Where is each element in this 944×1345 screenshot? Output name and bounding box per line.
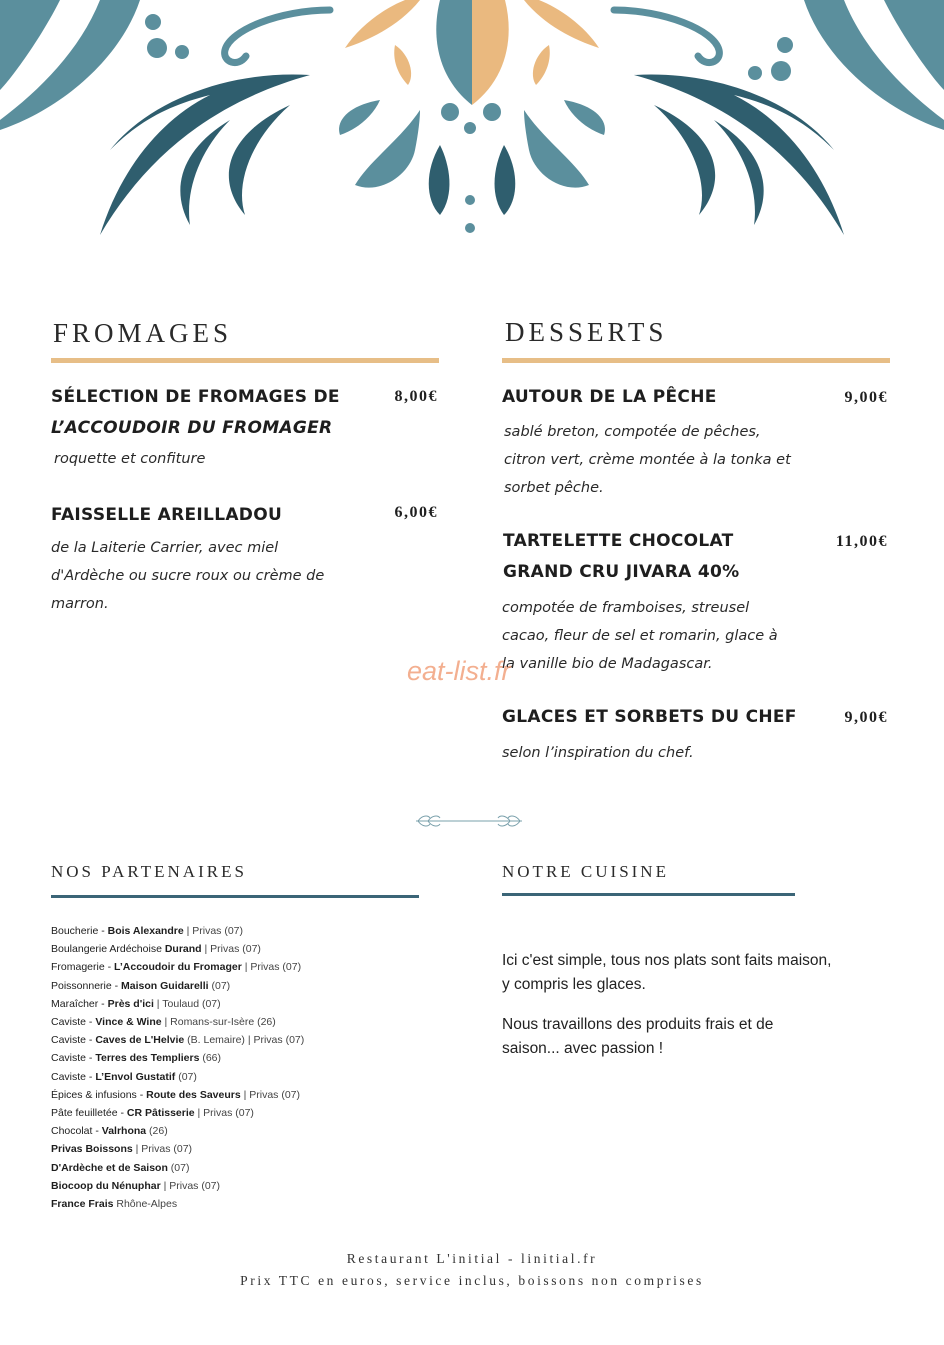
list-item: Caviste - Terres des Templiers (66)	[51, 1052, 222, 1065]
watermark: eat-list.fr	[407, 656, 511, 686]
partners-list	[51, 922, 431, 1213]
list-item: Biocoop du Nénuphar | Privas (07)	[51, 1179, 220, 1192]
desserts-title: DESSERTS	[505, 317, 668, 347]
dessert-item-2-name: TARTELETTE CHOCOLAT GRAND CRU JIVARA 40%	[503, 531, 740, 582]
list-item: Boucherie - Bois Alexandre | Privas (07)	[51, 925, 244, 937]
cuisine-title: NOTRE CUISINE	[502, 862, 669, 881]
cuisine-paragraph-1: Ici c'est simple, tous nos plats sont faits maison, y compris les glaces.	[502, 952, 832, 993]
dessert-item-2-price: 11,00€	[835, 533, 888, 550]
fromage-item-1-price: 8,00€	[394, 388, 438, 405]
fromages-rule	[51, 358, 439, 363]
desserts-rule	[502, 358, 890, 363]
list-item: France Frais Rhône-Alpes	[51, 1198, 178, 1211]
fromages-title: FROMAGES	[53, 318, 233, 348]
fromage-item-2-price: 6,00€	[394, 504, 438, 521]
list-item: Caviste - Caves de L'Helvie (B. Lemaire) | Privas (07)	[51, 1034, 305, 1047]
partenaires-rule	[51, 895, 419, 898]
footer-prices-note: Prix TTC en euros, service inclus, boissons non comprises	[240, 1273, 704, 1288]
dessert-item-1-desc: sablé breton, compotée de pêches, citron vert, crème montée à la tonka et sorbet pêche.	[504, 424, 791, 496]
list-item: Pâte feuilletée - CR Pâtisserie | Privas (07)	[51, 1107, 254, 1120]
list-item: Caviste - Vince & Wine | Romans-sur-Isère (26)	[51, 1016, 276, 1029]
fromage-item-2-name: FAISSELLE AREILLADOU	[51, 505, 283, 525]
footer-restaurant: Restaurant L'initial - linitial.fr	[346, 1251, 598, 1266]
dessert-item-3-desc: selon l’inspiration du chef.	[502, 745, 694, 761]
list-item: Poissonnerie - Maison Guidarelli (07)	[51, 979, 231, 992]
list-item: Privas Boissons | Privas (07)	[51, 1143, 193, 1156]
dessert-item-2-desc: compotée de framboises, streusel cacao, fleur de sel et romarin, glace à la vanille bio de Madagascar.	[502, 600, 778, 672]
dessert-item-1-name: AUTOUR DE LA PÊCHE	[502, 387, 717, 407]
dessert-item-3-name: GLACES ET SORBETS DU CHEF	[502, 707, 797, 727]
leaf-divider-icon	[408, 810, 530, 832]
list-item: Épices & infusions - Route des Saveurs | Privas (07)	[51, 1088, 301, 1101]
dessert-item-1-price: 9,00€	[844, 389, 888, 406]
floral-ornament-header	[0, 0, 944, 245]
dessert-item-3-price: 9,00€	[844, 709, 888, 726]
list-item: Fromagerie - L’Accoudoir du Fromager | Privas (07)	[51, 961, 302, 974]
list-item: D'Ardèche et de Saison (07)	[51, 1161, 190, 1174]
fromage-item-2-desc: de la Laiterie Carrier, avec miel d'Ardèche ou sucre roux ou crème de marron.	[51, 540, 325, 612]
partenaires-title: NOS PARTENAIRES	[51, 862, 247, 881]
list-item: Caviste - L’Envol Gustatif (07)	[51, 1070, 197, 1083]
cuisine-rule	[502, 893, 795, 896]
cuisine-paragraph-2: Nous travaillons des produits frais et de saison... avec passion !	[502, 1016, 774, 1057]
fromage-item-1-desc: roquette et confiture	[54, 451, 206, 467]
list-item: Boulangerie Ardéchoise Durand | Privas (07)	[51, 943, 261, 956]
list-item: Maraîcher - Près d'ici | Toulaud (07)	[51, 997, 221, 1010]
fromage-item-1-name: SÉLECTION DE FROMAGES DE L’ACCOUDOIR DU FROMAGER	[51, 387, 340, 438]
list-item: Chocolat - Valrhona (26)	[51, 1125, 168, 1138]
